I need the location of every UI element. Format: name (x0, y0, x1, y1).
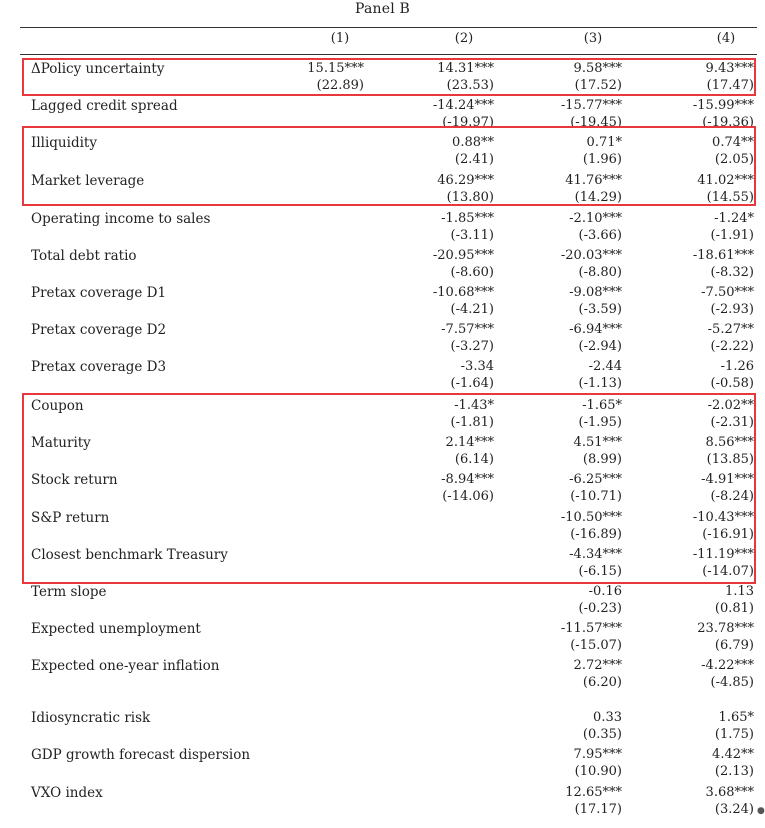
row-label: Expected one-year inflation (31, 658, 220, 674)
coefficient-cell: -1.43* (454, 398, 494, 413)
coefficient-cell: -10.50*** (560, 510, 622, 525)
coefficient-cell: -15.99*** (692, 98, 754, 113)
table-row (0, 546, 765, 582)
table-row (0, 620, 765, 656)
row-label: Pretax coverage D3 (31, 359, 167, 375)
t-statistic-cell: (-1.95) (578, 415, 622, 430)
row-label: Total debt ratio (31, 248, 137, 264)
table-row (0, 284, 765, 320)
t-statistic-cell: (-1.13) (578, 376, 622, 391)
t-statistic-cell: (-14.07) (702, 564, 754, 579)
coefficient-cell: -2.10*** (569, 211, 622, 226)
coefficient-cell: -6.25*** (569, 472, 622, 487)
coefficient-cell: 23.78*** (697, 621, 754, 636)
row-label: Illiquidity (31, 135, 97, 151)
coefficient-cell: 3.68*** (705, 785, 754, 800)
coefficient-cell: 4.42** (712, 747, 754, 762)
t-statistic-cell: (-2.93) (710, 302, 754, 317)
table-row (0, 134, 765, 170)
t-statistic-cell: (-1.91) (710, 228, 754, 243)
row-label: Pretax coverage D2 (31, 322, 167, 338)
table-row (0, 784, 765, 820)
coefficient-cell: 1.13 (725, 584, 754, 599)
row-label: Stock return (31, 472, 118, 488)
table-row (0, 60, 765, 96)
coefficient-cell: -1.65* (582, 398, 622, 413)
table-row (0, 657, 765, 693)
coefficient-cell: -4.22*** (701, 658, 754, 673)
t-statistic-cell: (-2.22) (710, 339, 754, 354)
table-row (0, 509, 765, 545)
coefficient-cell: -5.27** (707, 322, 754, 337)
t-statistic-cell: (22.89) (316, 78, 364, 93)
t-statistic-cell: (17.52) (574, 78, 622, 93)
table-row (0, 746, 765, 782)
coefficient-cell: 0.33 (593, 710, 622, 725)
coefficient-cell: -18.61*** (692, 248, 754, 263)
t-statistic-cell: (-16.89) (570, 527, 622, 542)
row-label: Closest benchmark Treasury (31, 547, 228, 563)
column-header-1: (1) (330, 31, 350, 46)
t-statistic-cell: (6.14) (454, 452, 494, 467)
t-statistic-cell: (-3.59) (578, 302, 622, 317)
t-statistic-cell: (-8.32) (710, 265, 754, 280)
row-label: Coupon (31, 398, 84, 414)
coefficient-cell: 9.43*** (705, 61, 754, 76)
column-header-4: (4) (716, 31, 736, 46)
table-row (0, 247, 765, 283)
coefficient-cell: 41.02*** (697, 173, 754, 188)
coefficient-cell: 0.74** (712, 135, 754, 150)
coefficient-cell: -2.02** (707, 398, 754, 413)
table-row (0, 210, 765, 246)
t-statistic-cell: (0.35) (582, 727, 622, 742)
coefficient-cell: -0.16 (588, 584, 622, 599)
coefficient-cell: -6.94*** (569, 322, 622, 337)
t-statistic-cell: (2.05) (714, 152, 754, 167)
row-label: Operating income to sales (31, 211, 211, 227)
coefficient-cell: 4.51*** (573, 435, 622, 450)
column-header-2: (2) (454, 31, 474, 46)
t-statistic-cell: (-3.66) (578, 228, 622, 243)
t-statistic-cell: (-3.11) (450, 228, 494, 243)
t-statistic-cell: (14.29) (574, 190, 622, 205)
coefficient-cell: 2.14*** (445, 435, 494, 450)
t-statistic-cell: (-19.36) (702, 115, 754, 130)
t-statistic-cell: (-1.64) (450, 376, 494, 391)
panel-title: Panel B (354, 1, 411, 17)
coefficient-cell: 46.29*** (437, 173, 494, 188)
row-label: VXO index (31, 785, 103, 801)
coefficient-cell: -11.57*** (560, 621, 622, 636)
t-statistic-cell: (1.75) (714, 727, 754, 742)
coefficient-cell: 1.65* (718, 710, 754, 725)
t-statistic-cell: (-0.58) (710, 376, 754, 391)
table-row (0, 321, 765, 357)
t-statistic-cell: (3.24) (714, 802, 754, 817)
t-statistic-cell: (-8.24) (710, 489, 754, 504)
row-label: Pretax coverage D1 (31, 285, 167, 301)
t-statistic-cell: (8.99) (582, 452, 622, 467)
row-label: GDP growth forecast dispersion (31, 747, 251, 763)
t-statistic-cell: (13.85) (706, 452, 754, 467)
t-statistic-cell: (-4.21) (450, 302, 494, 317)
coefficient-cell: -1.26 (720, 359, 754, 374)
table-row (0, 583, 765, 619)
t-statistic-cell: (-16.91) (702, 527, 754, 542)
t-statistic-cell: (-3.27) (450, 339, 494, 354)
row-label: Maturity (31, 435, 91, 451)
coefficient-cell: 15.15*** (307, 61, 364, 76)
table-row (0, 471, 765, 507)
coefficient-cell: -20.95*** (432, 248, 494, 263)
table-row (0, 358, 765, 394)
t-statistic-cell: (-10.71) (570, 489, 622, 504)
coefficient-cell: -20.03*** (560, 248, 622, 263)
table-row (0, 434, 765, 470)
t-statistic-cell: (-14.06) (442, 489, 494, 504)
t-statistic-cell: (17.47) (706, 78, 754, 93)
t-statistic-cell: (-15.07) (570, 638, 622, 653)
coefficient-cell: -1.24* (714, 211, 754, 226)
row-label: Market leverage (31, 173, 145, 189)
table-row (0, 709, 765, 745)
row-label: Expected unemployment (31, 621, 201, 637)
page-edge-mark: ● (757, 806, 765, 816)
coefficient-cell: 0.88** (452, 135, 494, 150)
coefficient-cell: -9.08*** (569, 285, 622, 300)
table-row (0, 97, 765, 133)
t-statistic-cell: (17.17) (574, 802, 622, 817)
coefficient-cell: 9.58*** (573, 61, 622, 76)
t-statistic-cell: (0.81) (714, 601, 754, 616)
t-statistic-cell: (-0.23) (578, 601, 622, 616)
row-label: Term slope (31, 584, 107, 600)
t-statistic-cell: (-8.60) (450, 265, 494, 280)
t-statistic-cell: (-4.85) (710, 675, 754, 690)
t-statistic-cell: (13.80) (446, 190, 494, 205)
t-statistic-cell: (-8.80) (578, 265, 622, 280)
coefficient-cell: 0.71* (586, 135, 622, 150)
row-label: ΔPolicy uncertainty (31, 61, 165, 77)
t-statistic-cell: (10.90) (574, 764, 622, 779)
t-statistic-cell: (1.96) (582, 152, 622, 167)
table-row (0, 172, 765, 208)
coefficient-cell: -3.34 (460, 359, 494, 374)
coefficient-cell: -4.91*** (701, 472, 754, 487)
t-statistic-cell: (6.79) (714, 638, 754, 653)
table-top-rule (20, 27, 757, 28)
t-statistic-cell: (14.55) (706, 190, 754, 205)
coefficient-cell: -10.68*** (432, 285, 494, 300)
t-statistic-cell: (2.13) (714, 764, 754, 779)
coefficient-cell: -11.19*** (692, 547, 754, 562)
column-header-3: (3) (583, 31, 603, 46)
coefficient-cell: -14.24*** (432, 98, 494, 113)
coefficient-cell: 41.76*** (565, 173, 622, 188)
t-statistic-cell: (-19.97) (442, 115, 494, 130)
row-label: Lagged credit spread (31, 98, 178, 114)
t-statistic-cell: (-6.15) (578, 564, 622, 579)
coefficient-cell: -8.94*** (441, 472, 494, 487)
t-statistic-cell: (23.53) (446, 78, 494, 93)
coefficient-cell: 7.95*** (573, 747, 622, 762)
coefficient-cell: 8.56*** (705, 435, 754, 450)
table-row (0, 397, 765, 433)
coefficient-cell: -15.77*** (560, 98, 622, 113)
row-label: S&P return (31, 510, 110, 526)
coefficient-cell: -1.85*** (441, 211, 494, 226)
t-statistic-cell: (-19.45) (570, 115, 622, 130)
t-statistic-cell: (-1.81) (450, 415, 494, 430)
t-statistic-cell: (6.20) (582, 675, 622, 690)
coefficient-cell: -10.43*** (692, 510, 754, 525)
t-statistic-cell: (2.41) (454, 152, 494, 167)
coefficient-cell: 2.72*** (573, 658, 622, 673)
row-label: Idiosyncratic risk (31, 710, 151, 726)
t-statistic-cell: (-2.94) (578, 339, 622, 354)
t-statistic-cell: (-2.31) (710, 415, 754, 430)
coefficient-cell: -2.44 (588, 359, 622, 374)
coefficient-cell: -7.57*** (441, 322, 494, 337)
coefficient-cell: 14.31*** (437, 61, 494, 76)
coefficient-cell: 12.65*** (565, 785, 622, 800)
coefficient-cell: -4.34*** (569, 547, 622, 562)
table-header-rule (20, 54, 757, 55)
coefficient-cell: -7.50*** (701, 285, 754, 300)
